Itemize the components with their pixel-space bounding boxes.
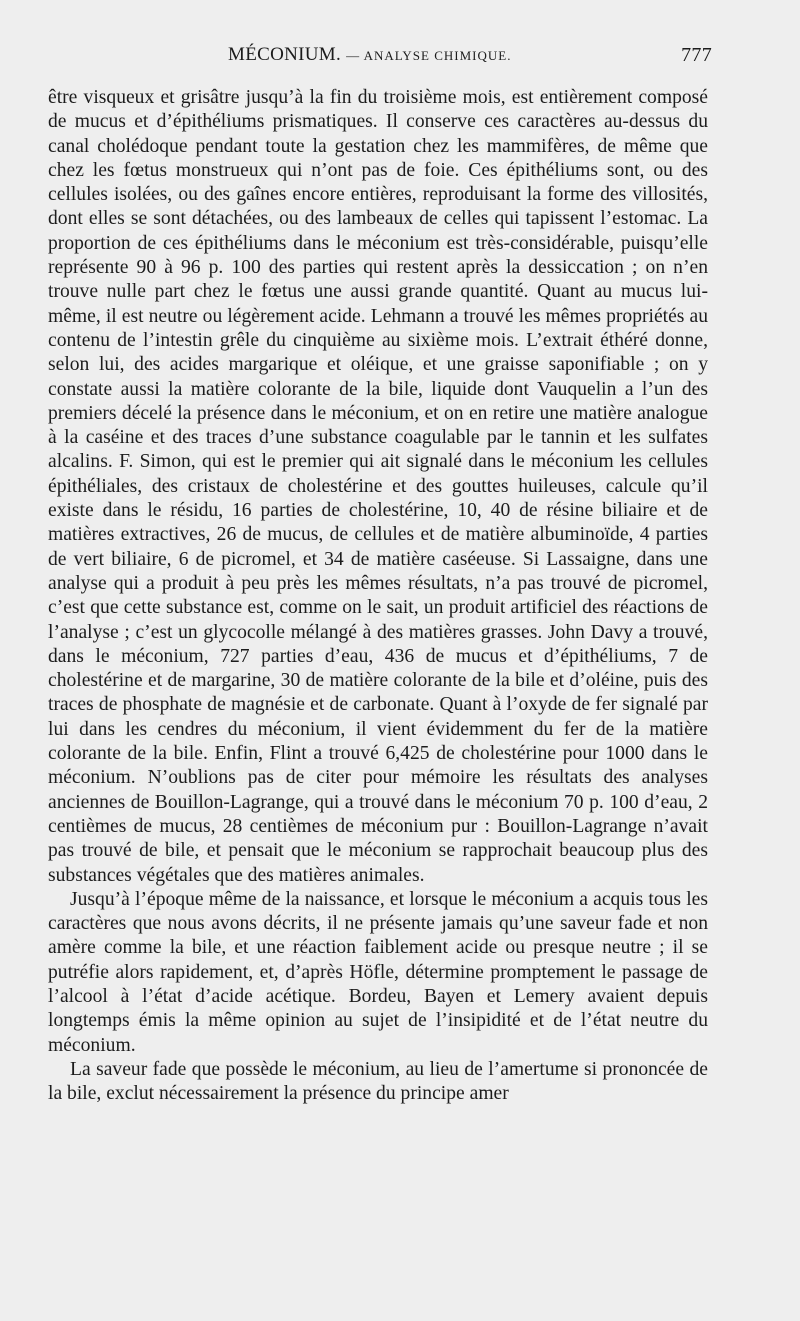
running-title-main: MÉCONIUM. xyxy=(228,44,342,65)
page-number: 777 xyxy=(681,44,712,66)
paragraph: Jusqu’à l’époque même de la naissance, et lorsque le méconium a acquis tous les caractères que nous avons décrits, il ne présente jamais qu’une saveur fade et non amère comme la bile, et une réaction faiblement acide ou presque neutre ; il se putréfie alors rapidement, et, d’après Höfle, détermine promptement le passage de l’alcool à l’état d’acide acétique. Bordeu, Bayen et Lemery avaient depuis longtemps émis la même opinion au sujet de l’insipidité et de l’état neutre du méconium. xyxy=(48,888,708,1056)
paragraph: La saveur fade que possède le méconium, au lieu de l’amertume si prononcée de la bile, exclut nécessairement la présence du principe amer xyxy=(48,1058,708,1105)
body-text xyxy=(48,86,708,1106)
running-header xyxy=(48,44,712,76)
running-title-sub: — ANALYSE CHIMIQUE. xyxy=(346,48,512,63)
paragraph-continued: être visqueux et grisâtre jusqu’à la fin du troisième mois, est entièrement composé de mucus et d’épithéliums prismatiques. Il conserve ces caractères au-dessus du canal cholédoque pendant toute la gestation chez les mammifères, de même que chez les fœtus monstrueux qui n’ont pas de foie. Ces épithéliums sont, ou des cellules isolées, ou des gaînes encore entières, reproduisant la forme des villosités, dont elles se sont détachées, ou des lambeaux de celles qui tapissent l’estomac. La proportion de ces épithéliums dans le méconium est très-considérable, puisqu’elle représente 90 à 96 p. 100 des parties qui restent après la dessiccation ; on n’en trouve nulle part chez le fœtus une aussi grande quantité. Quant au mucus lui-même, il est neutre ou légèrement acide. Lehmann a trouvé les mêmes propriétés au contenu de l’intestin grêle du cinquième au sixième mois. L’extrait éthéré donne, selon lui, des acides margarique et oléique, et une graisse saponifiable ; on y constate aussi la matière colorante de la bile, liquide dont Vauquelin a l’un des premiers décelé la présence dans le méconium, et on en retire une matière analogue à la caséine et des traces d’une substance coagulable par le tannin et les sulfates alcalins. F. Simon, qui est le premier qui ait signalé dans le méconium les cellules épithéliales, des cristaux de cholestérine et des gouttes huileuses, calcule qu’il existe dans le résidu, 16 parties de cholestérine, 10, 40 de résine biliaire et de matières extractives, 26 de mucus, de cellules et de matière albuminoïde, 4 parties de vert biliaire, 6 de picromel, et 34 de matière caséeuse. Si Lassaigne, dans une analyse qui a produit à peu près les mêmes résultats, n’a pas trouvé de picromel, c’est que cette substance est, comme on le sait, un produit artificiel des réactions de l’analyse ; c’est un glycocolle mélangé à des matières grasses. John Davy a trouvé, dans le méconium, 727 parties d’eau, 436 de mucus et d’épithéliums, 7 de cholestérine et de margarine, 30 de matière colorante de la bile et d’oléine, puis des traces de phosphate de magnésie et de carbonate. Quant à l’oxyde de fer signalé par lui dans les cendres du méconium, il vient évidemment du fer de la matière colorante de la bile. Enfin, Flint a trouvé 6,425 de cholestérine pour 1000 dans le méconium. N’oublions pas de citer pour mémoire les résultats des analyses anciennes de Bouillon-Lagrange, qui a trouvé dans le méconium 70 p. 100 d’eau, 2 centièmes de mucus, 28 centièmes de méconium pur : Bouillon-Lagrange n’avait pas trouvé de bile, et pensait que le méconium se rapprochait beaucoup plus des substances végétales que des matières animales. xyxy=(48,87,708,886)
running-title xyxy=(228,44,511,66)
